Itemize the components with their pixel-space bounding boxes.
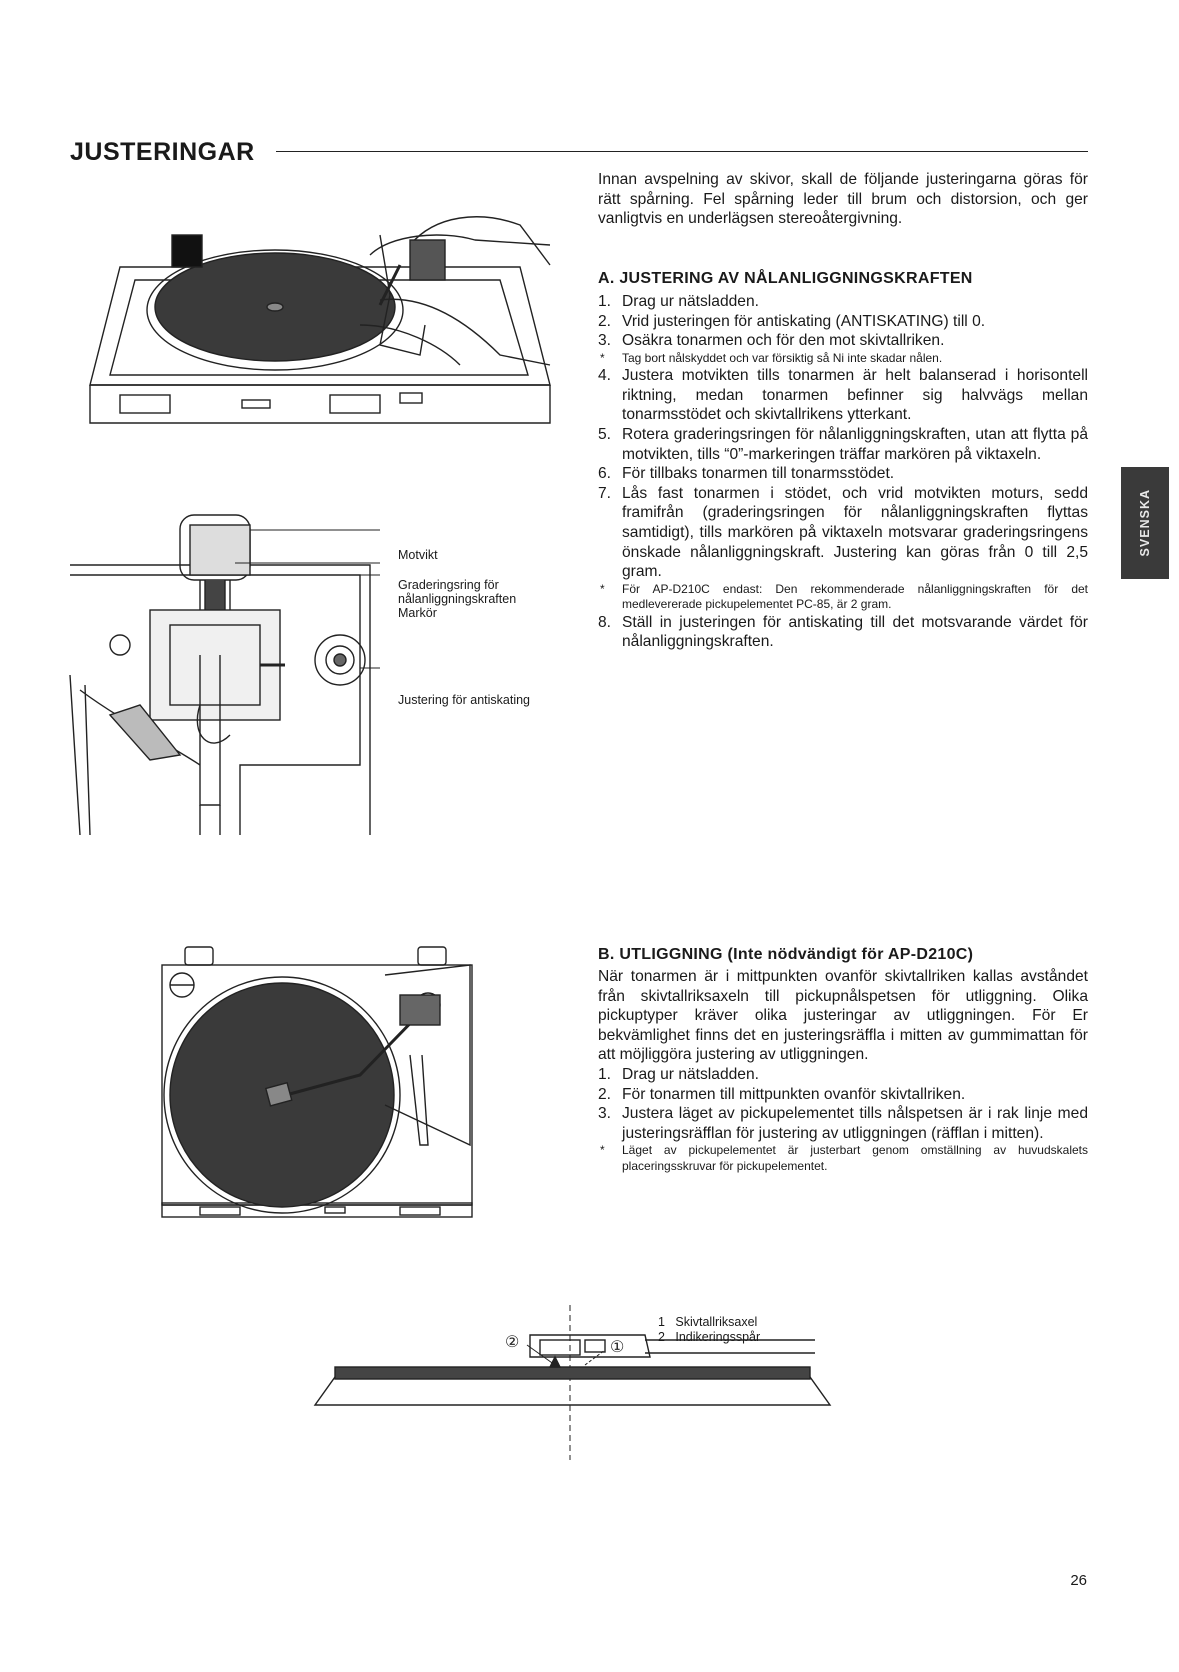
list-item <box>598 331 1088 351</box>
list-item-marker: 5. <box>598 426 612 444</box>
list-item-marker: 4. <box>598 367 612 385</box>
list-item <box>598 1143 1088 1174</box>
legend-item-2-text: Indikeringsspår <box>675 1330 761 1344</box>
list-item-text: Ställ in justeringen för antiskating till det motsvarande värdet för nålanliggningskraften. <box>622 613 1088 651</box>
section-b-heading: B. UTLIGGNING (Inte nödvändigt för AP-D210C) <box>598 946 974 963</box>
list-item-text: Drag ur nätsladden. <box>622 293 759 310</box>
list-item-text: Justera läget av pickupelementet tills nålspetsen är i rak linje med justeringsräfflan för justering av utliggningen (räfflan i mitten). <box>622 1105 1088 1142</box>
list-item <box>598 484 1088 582</box>
list-item <box>598 613 1088 652</box>
label-antiskating: Justering för antiskating <box>398 693 531 707</box>
intro-paragraph: Innan avspelning av skivor, skall de följande justeringarna göras för rätt spårning. Fel spårning leder till brum och distorsion, och ger vanligtvis en underlägsen stereoåtergivning. <box>598 171 1088 228</box>
list-item-text: Rotera graderingsringen för nålanliggningskraften, utan att flytta på motvikten, tills “0”-markeringen träffar markören på viktaxeln. <box>622 426 1088 463</box>
page-number: 26 <box>1070 1572 1087 1589</box>
list-item-text: Lås fast tonarmen i stödet, och vrid motvikten moturs, sedd framifrån (graderingsringen för nålanliggningskraften flyttas samtidigt), tills markören på viktaxeln motsvarar graderingsringens önskade nålanliggningskraft. Justering kan göras från 0 till 2,5 gram. <box>622 484 1088 581</box>
callout-2: ② <box>505 1334 520 1351</box>
list-item <box>598 351 1088 367</box>
list-item-text: Läget av pickupelementet är justerbart genom omställning av huvudskalets placeringsskruvar för pickupelementet. <box>622 1143 1088 1173</box>
tonearm-closeup-illustration <box>70 505 395 835</box>
section-a-steps <box>598 292 1088 652</box>
list-item-text: Tag bort nålskyddet och var försiktig så Ni inte skadar nålen. <box>622 350 943 365</box>
turntable-hands-illustration <box>80 205 570 435</box>
list-item-marker: 2. <box>598 1085 612 1103</box>
list-item-marker: 1. <box>598 1065 612 1083</box>
turntable-top-view-illustration <box>160 945 478 1220</box>
list-item-marker: 2. <box>598 312 612 330</box>
legend-item-1-text: Skivtallriksaxel <box>675 1315 758 1329</box>
list-item <box>598 1085 1088 1105</box>
list-item-text: Drag ur nätsladden. <box>622 1065 759 1083</box>
list-item-marker: 3. <box>598 1105 612 1123</box>
list-item <box>598 366 1088 425</box>
list-item-marker: 6. <box>598 465 612 483</box>
list-item <box>598 1065 1088 1085</box>
page-title: JUSTERINGAR <box>70 138 255 166</box>
callout-1: ① <box>610 1339 625 1356</box>
list-item-marker: * <box>600 350 605 365</box>
list-item <box>598 464 1088 484</box>
list-item <box>598 582 1088 613</box>
legend-item-1 <box>658 1315 757 1329</box>
label-graderingsring-2: nålanliggningskraften <box>398 592 517 606</box>
section-a-heading: A. JUSTERING AV NÅLANLIGGNINGSKRAFTEN <box>598 270 973 287</box>
language-tab-label: SVENSKA <box>1138 489 1152 557</box>
legend-item-2 <box>658 1330 760 1344</box>
title-rule <box>276 151 1088 152</box>
list-item <box>598 292 1088 312</box>
section-b-paragraph: När tonarmen är i mittpunkten ovanför skivtallriken kallas avståndet från skivtallriksaxeln till pickupnålspetsen för utliggning. Olika pickuptyper kräver olika justeringar av utliggningen. För Er bekvämlighet finns det en justeringsräffla i mitten av gummimattan för att möjliggöra justering av utliggningen. <box>598 968 1088 1064</box>
list-item-marker: * <box>600 1143 605 1158</box>
label-graderingsring-1: Graderingsring för <box>398 578 499 592</box>
list-item <box>598 312 1088 332</box>
list-item-text: Justera motvikten tills tonarmen är helt balanserad i horisontell riktning, medan tonarmen befinner sig halvvägs mellan tonarmsstödet och skivtallrikens ytterkant. <box>622 367 1088 424</box>
list-item-marker: 1. <box>598 293 612 310</box>
list-item-text: För tillbaks tonarmen till tonarmsstödet. <box>622 465 895 483</box>
list-item <box>598 425 1088 464</box>
list-item-text: För tonarmen till mittpunkten ovanför skivtallriken. <box>622 1085 966 1103</box>
list-item-text: Osäkra tonarmen och för den mot skivtallriken. <box>622 332 945 350</box>
list-item-text: Vrid justeringen för antiskating (ANTISKATING) till 0. <box>622 312 986 330</box>
list-item <box>598 1104 1088 1143</box>
list-item-marker: 3. <box>598 332 612 350</box>
label-motvikt: Motvikt <box>398 548 438 562</box>
label-markor: Markör <box>398 606 437 620</box>
section-b-body <box>598 967 1088 1174</box>
list-item-marker: 7. <box>598 484 612 502</box>
list-item-marker: * <box>600 581 605 596</box>
legend-item-2-number: 2 <box>658 1330 665 1344</box>
list-item-text: För AP-D210C endast: Den rekommenderade nålanliggningskraften för det medlevererade pickupelementet PC-85, är 2 gram. <box>622 581 1088 612</box>
legend-item-1-number: 1 <box>658 1315 665 1329</box>
list-item-marker: 8. <box>598 613 612 631</box>
language-tab <box>1121 467 1169 579</box>
